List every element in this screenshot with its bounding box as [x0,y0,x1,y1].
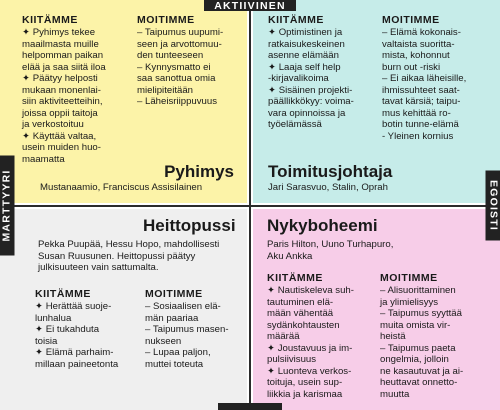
nykyboheemi-title: Nykyboheemi [267,216,378,235]
axis-label-bottom [218,403,282,410]
quadrant-toimitusjohtaja [253,0,500,203]
axis-label-left: MARTTYYRI [0,156,15,256]
heittopussi-plus-header: KIITÄMME [35,288,91,300]
nykyboheemi-persons: Paris Hilton, Uuno Turhapuro, Aku Ankka [267,239,394,262]
heittopussi-persons: Pekka Puupää, Hessu Hopo, mahdollisesti Susan Ruusunen. Heittopussi päätyy julkisuuteen vain sattumalta. [38,239,220,273]
pyhimys-plus-header: KIITÄMME [22,14,78,26]
heittopussi-plus-text: ✦ Herättää suoje- lunhalua ✦ Ei tukahduta toisia ✦ Elämä parhaim- millaan paineetonta [35,301,119,370]
toimitusjohtaja-plus-header: KIITÄMME [268,14,324,26]
nykyboheemi-plus-text: ✦ Nautiskeleva suh- tautuminen elä- mään vähentää sydänkohtausten määrää ✦ Joustavuus ja im- pulsiivisuus ✦ Luonteva verkos- toituja, usein sup- liikkia ja karismaa [267,285,354,400]
axis-label-top: AKTIIVINEN [204,0,296,11]
quadrant-pyhimys [0,0,247,203]
pyhimys-persons: Mustanaamio, Franciscus Assisilainen [40,182,203,193]
toimitusjohtaja-persons: Jari Sarasvuo, Stalin, Oprah [268,182,388,193]
axis-label-right: EGOISTI [486,171,500,241]
nykyboheemi-plus-header: KIITÄMME [267,272,323,284]
nykyboheemi-minus-header: MOITIMME [380,272,438,284]
pyhimys-minus-header: MOITIMME [137,14,195,26]
toimitusjohtaja-minus-header: MOITIMME [382,14,440,26]
horizontal-axis-line [0,205,500,207]
pyhimys-plus-text: ✦ Pyhimys tekee maailmasta muille helpomman paikan elää ja saa siitä iloa ✦ Päätyy helposti mukaan monenlai- siin aktiviteetteihin, joissa oppii taitoja ja verkostoituu ✦ Käyttää valtaa, usein muiden huo- maamatta [22,27,106,165]
heittopussi-minus-header: MOITIMME [145,288,203,300]
toimitusjohtaja-plus-text: ✦ Optimistinen ja ratkaisukeskeinen asenne elämään ✦ Laaja self help -kirjavalikoima ✦ Sisäinen projekti- päällikkökyy: voima- vara opinnoissa ja työelämässä [268,27,354,130]
heittopussi-minus-text: – Sosiaalisen elä- män paariaa – Taipumus masen- nukseen – Lupaa paljon, muttei toteuta [145,301,229,370]
heittopussi-title: Heittopussi [143,216,236,235]
pyhimys-minus-text: – Taipumus uupumi- seen ja arvottomuu- den tunteeseen – Kynnysmatto ei saa sanottua omia mielipiteitään – Läheisriippuvuus [137,27,224,107]
pyhimys-title: Pyhimys [164,162,234,181]
toimitusjohtaja-minus-text: – Elämä kokonais- valtaista suoritta- mista, kohonnut burn out -riski – Ei aikaa läheisille, ihmissuhteet saat- tavat kärsiä; taipu- mus kehittää ro- botin tunne-elämä - Yleinen kornius [382,27,467,142]
toimitusjohtaja-title: Toimitusjohtaja [268,162,393,181]
nykyboheemi-minus-text: – Alisuorittaminen ja ylimielisyys – Taipumus syyttää muita omista vir- heistä – Taipumus paeta ongelmia, jolloin ne kasautuvat ja ai- heuttavat onnetto- muutta [380,285,464,400]
quadrant-nykyboheemi [253,209,500,410]
quadrant-heittopussi [0,209,247,410]
